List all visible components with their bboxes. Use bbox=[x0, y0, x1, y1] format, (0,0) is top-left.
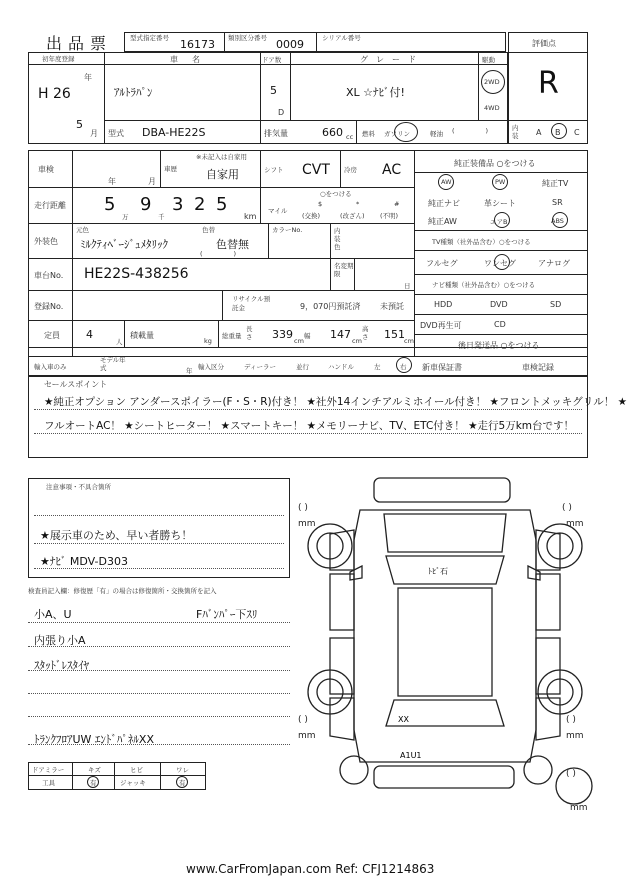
serial-label: シリアル番号 bbox=[322, 34, 361, 42]
notes-label: 注意事項・不具合箇所 bbox=[46, 483, 111, 491]
first-reg-label: 初年度登録 bbox=[42, 55, 75, 63]
svg-text:( ): ( ) bbox=[298, 715, 308, 725]
ac-label: 冷房 bbox=[344, 166, 357, 174]
eval-score: R bbox=[538, 66, 559, 101]
mile-label: マイル bbox=[268, 207, 288, 215]
model: DBA-HE22S bbox=[142, 126, 206, 139]
reg-label: 登録No. bbox=[34, 302, 64, 311]
note1: ★展示車のため、早い者勝ち！ bbox=[40, 529, 193, 542]
int-c: C bbox=[574, 128, 580, 137]
class-label: 類別区分番号 bbox=[228, 34, 267, 42]
check1b: Fﾊﾞﾝﾊﾟｰ下ｽﾘ bbox=[196, 608, 258, 621]
fuel-gas-circle bbox=[394, 122, 418, 142]
usage-note: ※未記入は自家用 bbox=[196, 153, 247, 161]
drive-2wd: 2WD bbox=[484, 78, 500, 86]
check2: 内張り小A bbox=[34, 634, 86, 647]
type-label: 型式指定番号 bbox=[130, 34, 169, 42]
usage-label: 車歴 bbox=[164, 165, 177, 173]
int-a: A bbox=[536, 128, 542, 137]
first-reg-month: 5 bbox=[76, 118, 83, 131]
door-d: D bbox=[278, 108, 285, 117]
check4: ﾄﾗﾝｸﾌﾛｱUW ｴﾝﾄﾞﾊﾟﾈﾙXX bbox=[34, 733, 154, 746]
shift-label: シフト bbox=[264, 166, 284, 174]
svg-text:( ): ( ) bbox=[298, 503, 308, 513]
class-no: 0009 bbox=[276, 38, 304, 51]
drive-label: 駆動 bbox=[482, 56, 495, 64]
check-label: 検査員記入欄：修復歴「有」の場合は修復箇所・交換箇所を記入 bbox=[28, 587, 217, 595]
odo-d5: 5 bbox=[216, 194, 228, 215]
interior-label: 内装 bbox=[512, 124, 519, 140]
doc-title: 出品票 bbox=[46, 34, 113, 53]
recycle-label: リサイクル預託金 bbox=[232, 295, 271, 312]
svg-text:mm: mm bbox=[298, 731, 316, 741]
month-unit: 月 bbox=[90, 129, 98, 138]
chassis: HE22S-438256 bbox=[84, 266, 189, 282]
grade-label: グレード bbox=[360, 55, 424, 64]
doors-label: ドア数 bbox=[262, 56, 282, 64]
sales-line1: ★純正オプション アンダースポイラー(F・S・R)付き！ ★社外14インチアルミホイール付き！ ★フロントメッキグリル！ ★ bbox=[44, 396, 628, 408]
svg-text:( ): ( ) bbox=[562, 503, 572, 513]
year-unit: 年 bbox=[84, 73, 92, 82]
svg-text:( ): ( ) bbox=[566, 715, 576, 725]
first-reg-era: H 26 bbox=[38, 86, 71, 102]
eval-label: 評価点 bbox=[532, 39, 556, 48]
svg-text:mm: mm bbox=[298, 519, 316, 529]
diagram-note-a1u1: A1U1 bbox=[400, 751, 422, 760]
navi-label: ナビ種類（社外品含む）○をつける bbox=[432, 281, 536, 289]
doors: 5 bbox=[270, 84, 277, 97]
model-label: 型式 bbox=[108, 129, 124, 138]
sales-box bbox=[28, 376, 588, 458]
car-damage-diagram bbox=[290, 470, 610, 820]
int-b: B bbox=[555, 128, 561, 137]
note2: ★ﾅﾋﾞ MDV-D303 bbox=[40, 555, 128, 568]
odo-d3: 3 bbox=[172, 194, 184, 215]
diagram-note-xx: XX bbox=[398, 715, 409, 724]
cc-unit: cc bbox=[346, 133, 354, 141]
shift: CVT bbox=[302, 162, 330, 178]
svg-text:mm: mm bbox=[566, 519, 584, 529]
equip-label: 純正装備品 ○をつける bbox=[454, 159, 536, 168]
footer-ref: www.CarFromJapan.com Ref: CFJ1214863 bbox=[186, 862, 435, 876]
tv-label: TV種類（社外品含む）○をつける bbox=[432, 238, 531, 246]
check1: 小A、U bbox=[34, 608, 72, 621]
recycle: 9，070円預託済 bbox=[300, 302, 361, 311]
check3: ｽﾀｯﾄﾞﾚｽﾀｲﾔ bbox=[34, 659, 89, 672]
car-name: ｱﾙﾄﾗﾊﾟﾝ bbox=[114, 86, 153, 99]
shaken-label: 車検 bbox=[38, 165, 54, 174]
fuel-gas: ガソリン bbox=[384, 130, 410, 138]
displacement: 660 bbox=[322, 126, 343, 139]
sales-line2: フルオートAC！ ★シートヒーター！ ★スマートキー！ ★メモリーナビ、TV、ETC付き！ ★走行5万km台です！ bbox=[44, 420, 575, 432]
odo-d1: 5 bbox=[104, 194, 116, 215]
fuel-light: 軽油 bbox=[430, 130, 443, 138]
sales-label: セールスポイント bbox=[44, 380, 108, 389]
usage: 自家用 bbox=[206, 168, 239, 181]
color-label: 外装色 bbox=[34, 237, 58, 246]
after-label: 後日発送品 ○をつける bbox=[458, 341, 540, 350]
fuel-label: 燃料 bbox=[362, 130, 375, 138]
svg-text:mm: mm bbox=[566, 731, 584, 741]
svg-text:mm: mm bbox=[570, 803, 588, 813]
ac: AC bbox=[382, 162, 402, 178]
odo-label: 走行距離 bbox=[34, 201, 66, 210]
type-no: 16173 bbox=[180, 38, 215, 51]
odo-d2: 9 bbox=[140, 194, 152, 215]
diagram-note-stone: ﾄﾋﾞ石 bbox=[428, 567, 448, 576]
drive-4wd: 4WD bbox=[484, 104, 500, 112]
svg-text:( ): ( ) bbox=[566, 769, 576, 779]
color: ﾐﾙｸﾃｨﾍﾞｰｼﾞｭﾒﾀﾘｯｸ bbox=[80, 238, 168, 251]
color-change: 色替無 bbox=[216, 238, 249, 251]
chassis-label: 車台No. bbox=[34, 271, 64, 280]
displacement-label: 排気量 bbox=[264, 129, 288, 138]
odo-d4: 2 bbox=[194, 194, 206, 215]
grade: XL ☆ﾅﾋﾞ付! bbox=[346, 86, 405, 99]
name-label: 車名 bbox=[170, 55, 214, 64]
